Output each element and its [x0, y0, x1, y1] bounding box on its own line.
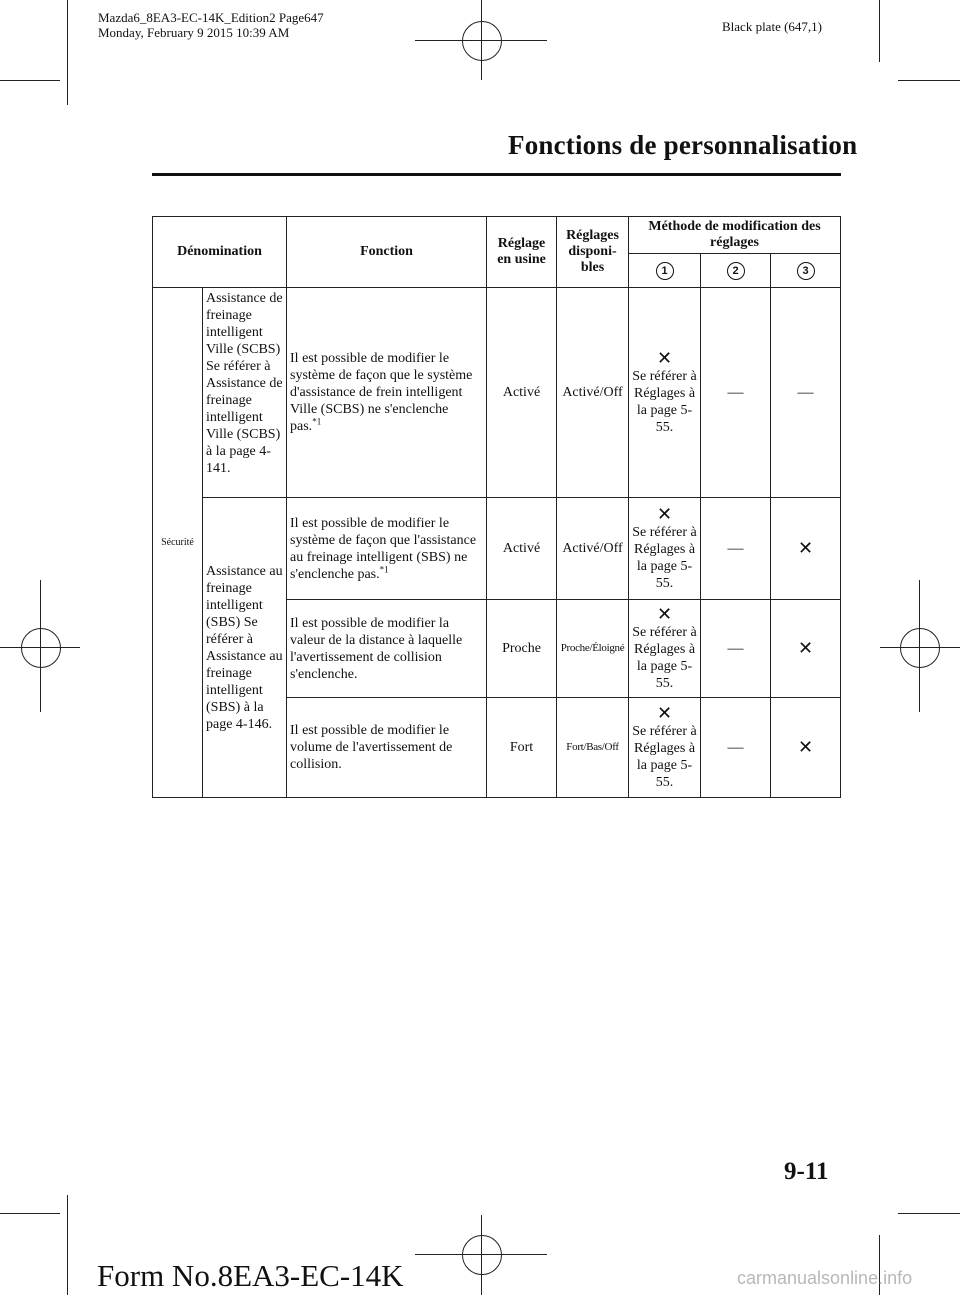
- registration-mark: [900, 628, 940, 668]
- fonction-text: Il est possible de modifier le système de façon que le système d'assistance de frein intelligent Ville (SCBS) ne s'enclenche pas.: [290, 351, 473, 434]
- fonction-cell: [287, 600, 487, 698]
- method-3-cell: —: [771, 288, 841, 498]
- cross-icon: ✕: [797, 537, 814, 559]
- category-cell: Sécurité: [153, 288, 203, 798]
- method-1-cell: [629, 600, 701, 698]
- section-title: Fonctions de personnalisation: [508, 130, 858, 160]
- registration-mark: [462, 1235, 502, 1275]
- cross-icon: ✕: [656, 503, 673, 525]
- crop-line: [898, 80, 960, 81]
- registration-mark: [21, 628, 61, 668]
- method-3-cell: [771, 600, 841, 698]
- method-2-cell: —: [701, 498, 771, 600]
- cross-icon: ✕: [797, 637, 814, 659]
- usine-cell: Fort: [487, 698, 557, 798]
- method-1-text: Se référer à Réglages à la page 5-55.: [632, 524, 697, 591]
- method-1-cell: [629, 288, 701, 498]
- fonction-text: Il est possible de modifier le volume de l'avertissement de collision.: [290, 723, 453, 772]
- method-3-cell: [771, 498, 841, 600]
- file-info-line2: Monday, February 9 2015 10:39 AM: [98, 25, 290, 40]
- circled-number-1: 1: [656, 262, 674, 280]
- table-row: [153, 498, 841, 600]
- footnote-ref: *1: [379, 563, 389, 574]
- disponibles-cell: Proche/Éloigné: [557, 600, 629, 698]
- crop-line: [0, 80, 60, 81]
- page-number: 9-11: [784, 1158, 829, 1185]
- circled-number-2: 2: [727, 262, 745, 280]
- cross-icon: ✕: [656, 347, 673, 369]
- fonction-text: Il est possible de modifier la valeur de la distance à laquelle l'avertissement de collision s'enclenche.: [290, 615, 463, 682]
- crop-line: [879, 0, 880, 62]
- method-2-cell: —: [701, 698, 771, 798]
- usine-cell: Proche: [487, 600, 557, 698]
- crop-line: [0, 1213, 60, 1214]
- fonction-cell: [287, 498, 487, 600]
- crop-line: [898, 1213, 960, 1214]
- usine-cell: Activé: [487, 288, 557, 498]
- header-reglage-usine: Réglage en usine: [487, 217, 557, 288]
- fonction-cell: [287, 698, 487, 798]
- form-number: Form No.8EA3-EC-14K: [97, 1258, 404, 1293]
- plate-label: Black plate (647,1): [722, 19, 822, 34]
- registration-mark: [462, 21, 502, 61]
- header-denomination: Dénomination: [153, 217, 287, 288]
- cross-icon: ✕: [656, 702, 673, 724]
- table-row: [153, 288, 841, 498]
- file-info-line1: Mazda6_8EA3-EC-14K_Edition2 Page647: [98, 10, 324, 25]
- cross-icon: ✕: [797, 736, 814, 758]
- cross-icon: ✕: [656, 603, 673, 625]
- method-2-cell: —: [701, 288, 771, 498]
- disponibles-cell: Fort/Bas/Off: [557, 698, 629, 798]
- crop-line: [67, 1195, 68, 1295]
- denomination-cell: Assistance au freinage intelligent (SBS) Se référer à Assistance au freinage intelligent (SBS) à la page 4-146.: [203, 498, 287, 798]
- method-1-text: Se référer à Réglages à la page 5-55.: [632, 624, 697, 691]
- section-title-rule: [152, 173, 841, 176]
- header-method-3: [771, 254, 841, 288]
- watermark: carmanualsonline.info: [737, 1268, 913, 1288]
- crop-line: [67, 0, 68, 105]
- disponibles-cell: Activé/Off: [557, 288, 629, 498]
- header-reglages-disponibles: Réglages disponi-bles: [557, 217, 629, 288]
- header-fonction: Fonction: [287, 217, 487, 288]
- customization-table: [152, 216, 841, 798]
- method-1-text: Se référer à Réglages à la page 5-55.: [632, 368, 697, 435]
- header-method-2: [701, 254, 771, 288]
- header-method-1: [629, 254, 701, 288]
- disponibles-cell: Activé/Off: [557, 498, 629, 600]
- method-2-cell: —: [701, 600, 771, 698]
- fonction-text: Il est possible de modifier le système de façon que l'assistance au freinage intelligent (SBS) ne s'enclenche pas.: [290, 515, 477, 582]
- denomination-cell: Assistance de freinage intelligent Ville (SCBS) Se référer à Assistance de freinage intelligent Ville (SCBS) à la page 4-141.: [203, 288, 287, 498]
- footnote-ref: *1: [312, 416, 322, 427]
- table-header-row: [153, 217, 841, 254]
- method-1-cell: [629, 698, 701, 798]
- usine-cell: Activé: [487, 498, 557, 600]
- method-1-text: Se référer à Réglages à la page 5-55.: [632, 723, 697, 790]
- header-methode: Méthode de modification des réglages: [629, 217, 841, 254]
- fonction-cell: [287, 288, 487, 498]
- method-3-cell: [771, 698, 841, 798]
- method-1-cell: [629, 498, 701, 600]
- circled-number-3: 3: [797, 262, 815, 280]
